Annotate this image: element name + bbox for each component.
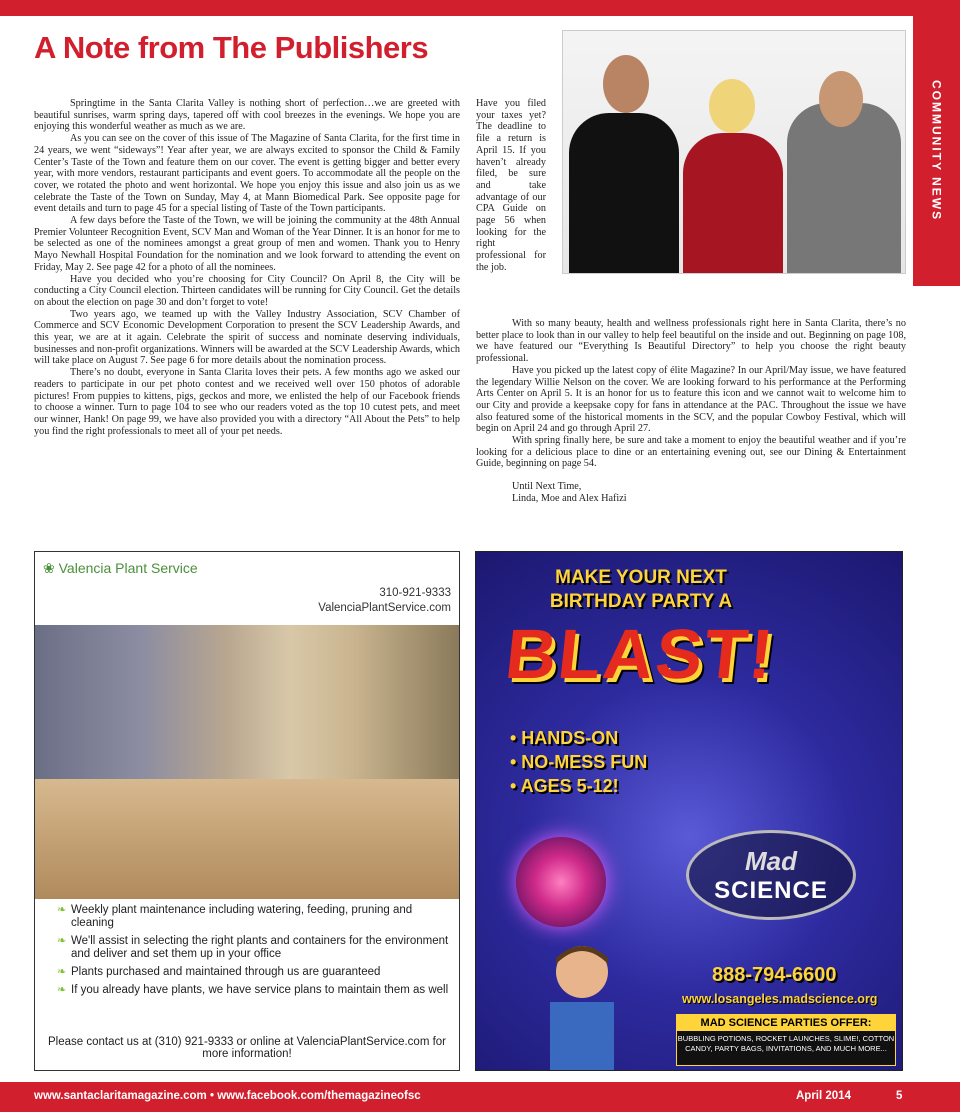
- logo-science: SCIENCE: [714, 876, 828, 904]
- offer-title: MAD SCIENCE PARTIES OFFER:: [677, 1015, 895, 1031]
- page-title: A Note from The Publishers: [34, 30, 429, 65]
- blast-text: BLAST!: [501, 615, 779, 693]
- plasma-ball-image: [516, 837, 606, 927]
- footer-date: April 2014: [796, 1090, 851, 1102]
- valencia-logo: [43, 560, 198, 577]
- list-item: ❧ We'll assist in selecting the right plants and containers for the environment and deliver and set them up in your office: [57, 935, 453, 961]
- section-tab-label: COMMUNITY NEWS: [929, 80, 944, 222]
- list-item: • AGES 5-12!: [510, 776, 619, 796]
- publishers-photo: [562, 30, 906, 274]
- letter-mid-column: Have you filed your taxes yet? The deadline to file a return is April 15. If you haven’t already filed, be sure and take advantage of our CPA Guide on page 56 when looking for the right professional for the job.: [476, 98, 546, 273]
- list-item: • HANDS-ON: [510, 728, 619, 748]
- mad-science-url[interactable]: www.losangeles.madscience.org: [682, 992, 878, 1006]
- valencia-bullet-list: [57, 904, 453, 1002]
- paragraph: Springtime in the Santa Clarita Valley is nothing short of perfection…we are greeted with beautiful sunrises, warm spring days, tapered off with cool breezes in the evenings. We hope you are enjoying this wonderful weather as much as we are.: [34, 98, 460, 133]
- signature: Linda, Moe and Alex Hafizi: [512, 492, 627, 504]
- valencia-plant-ad[interactable]: [34, 551, 460, 1071]
- valencia-website: ValenciaPlantService.com: [318, 602, 451, 614]
- page-number: 5: [896, 1090, 903, 1102]
- closing: Until Next Time,: [512, 481, 582, 493]
- section-tab: [913, 16, 960, 286]
- list-item: ❧ Plants purchased and maintained through us are guaranteed: [57, 966, 453, 979]
- paragraph: Two years ago, we teamed up with the Valley Industry Association, SCV Chamber of Commerce and SCV Economic Development Corporation to present the SCV Leadership Awards, and this year, we are at it again. Celebrate the spirit of success and nominate deserving individuals, businesses and non-profit organizations. Winners will be awarded at the SCV Leadership Awards, which will take place on August 7. See page 6 for more details about the nomination process.: [34, 308, 460, 367]
- paragraph: As you can see on the cover of this issue of The Magazine of Santa Clarita, for the first time in 24 years, we went “sideways”! Year after year, we are always excited to sponsor the Child & Family Center’s Taste of the Town and feature them on our cover. The event is getting bigger and better every year, with more vendors, restaurant participants and event goers. To accommodate all the people on the cover, we rotated the photo and went horizontal. We hope you enjoy this issue and also join us as we celebrate the Taste of the Town on Sunday, May 4, at Mann Biomedical Park. See opposite page for event details and turn to page 45 for a special listing of Taste of the Town participants.: [34, 133, 460, 215]
- paragraph: With so many beauty, health and wellness professionals right here in Santa Clarita, there’s no better place to look than in our valley to help feel beautiful on the inside and out. Beginning on page 108, we have featured our “Everything Is Beautiful Directory” to help you choose the right beauty professional.: [476, 318, 906, 365]
- party-offer-box: [676, 1014, 896, 1066]
- valencia-footer: Please contact us at (310) 921-9333 or online at ValenciaPlantService.com for more information!: [47, 1036, 447, 1060]
- logo-mad: Mad: [745, 845, 797, 876]
- list-item: ❧ If you already have plants, we have service plans to maintain them as well: [57, 984, 453, 997]
- paragraph: Have you picked up the latest copy of élite Magazine? In our April/May issue, we have featured the legendary Willie Nelson on the cover. We are looking forward to his performance at the Performing Arts Center on April 5. It is an honor for us to feature this icon and we cannot wait to welcome him to our City and provide a keepsake copy for fans in attendance at the PAC. Throughout the issue we have also featured some of the historical moments in the SCV, and the popular Cowboy Festival, which will begin on April 24 and go through April 27.: [476, 364, 906, 435]
- mad-science-ad[interactable]: [475, 551, 903, 1071]
- letter-left-column: [34, 98, 460, 437]
- footer-links[interactable]: www.santaclaritamagazine.com • www.facebook.com/themagazineofsc: [34, 1090, 421, 1102]
- mad-science-phone: 888-794-6600: [712, 964, 837, 986]
- paragraph: Have you decided who you’re choosing for City Council? On April 8, the City will be conducting a City Council election. Thirteen candidates will be running for City Council. Get the details on about the election on page 30 and don’t forget to vote!: [34, 273, 460, 308]
- letter-right-column: [476, 318, 906, 505]
- mad-science-bullets: [510, 726, 647, 798]
- valencia-contact: [318, 586, 451, 616]
- leaf-icon: ❀: [43, 560, 55, 576]
- mad-science-logo: [686, 830, 856, 920]
- paragraph: A few days before the Taste of the Town, we will be joining the community at the 48th Annual Premier Volunteer Recognition Event, SCV Man and Woman of the Year Dinner. It is an honor for me to be selected as one of the nominees amongst a great group of men and women. Thank you to Henry Mayo Newhall Hospital Foundation for the nomination and we look forward to attending the event on Friday, May 2. See page 42 for a photo of all the nominees.: [34, 215, 460, 273]
- office-lobby-photo: [35, 625, 459, 899]
- boy-image: [532, 932, 632, 1071]
- paragraph: With spring finally here, be sure and take a moment to enjoy the beautiful weather and if you’re looking for a delicious place to dine or an entertaining evening out, see our Dining & Entertainment Guide, beginning on page 54.: [476, 435, 906, 470]
- valencia-phone: 310-921-9333: [379, 587, 451, 599]
- list-item: ❧ Weekly plant maintenance including watering, feeding, pruning and cleaning: [57, 904, 453, 930]
- top-bar: [0, 0, 960, 16]
- offer-text: BUBBLING POTIONS, ROCKET LAUNCHES, SLIME!, COTTON CANDY, PARTY BAGS, INVITATIONS, AND MUCH MORE...: [677, 1034, 895, 1053]
- mad-science-headline: MAKE YOUR NEXT BIRTHDAY PARTY A: [549, 567, 733, 612]
- page-footer: [0, 1082, 960, 1112]
- paragraph: There’s no doubt, everyone in Santa Clarita loves their pets. A few months ago we asked our readers to participate in our pet photo contest and we received well over 150 photos of adorable pictures! From puppies to kittens, pigs, geckos and more, we enlisted the help of our Facebook friends to choose a winner. Turn to page 104 to see who our readers voted as the top 10 cutest pets, and meet our winner, Hank! On page 99, we have also provided you with a directory “All About the Pets” to help you find the right professionals to meet all of your pet needs.: [34, 367, 460, 437]
- valencia-logo-text: Valencia Plant Service: [58, 560, 198, 576]
- list-item: • NO-MESS FUN: [510, 752, 648, 772]
